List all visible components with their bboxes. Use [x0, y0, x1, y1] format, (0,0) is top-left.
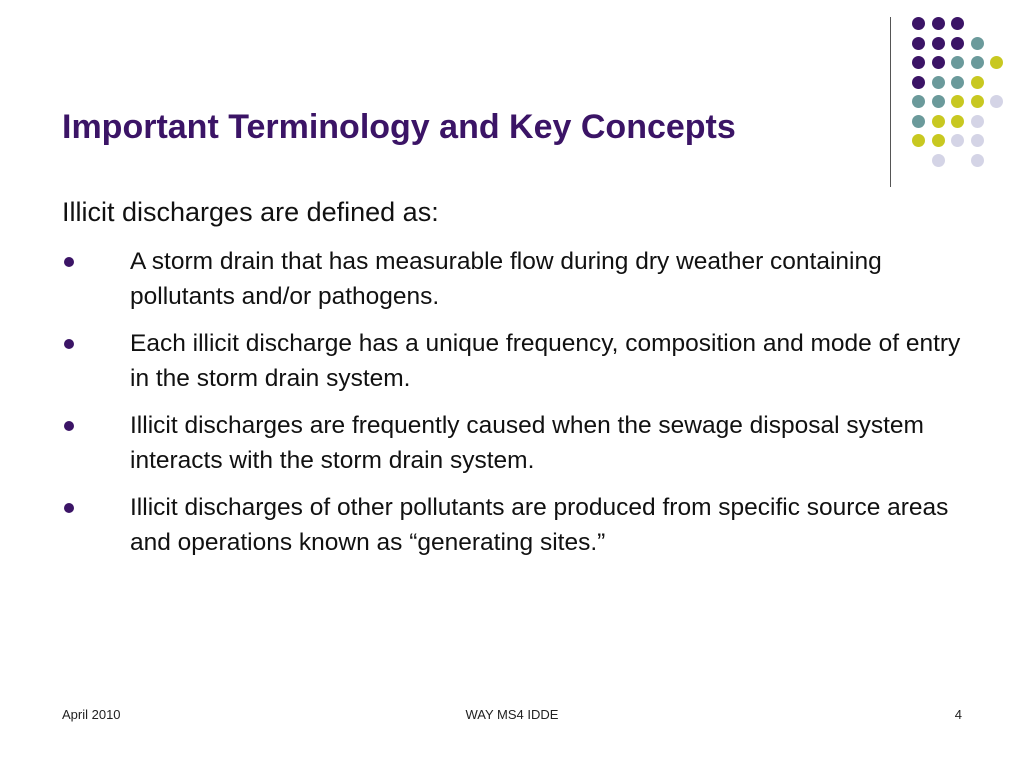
bullet-dot-icon — [64, 257, 74, 267]
decorative-dot — [932, 37, 945, 50]
footer-date: April 2010 — [62, 707, 121, 722]
bullet-item — [62, 490, 962, 560]
page-number: 4 — [954, 707, 962, 722]
bullet-item — [62, 244, 962, 314]
decorative-dot — [932, 56, 945, 69]
decorative-dot — [912, 56, 925, 69]
bullet-text: Illicit discharges of other pollutants are produced from specific source areas and operations known as “generating sites.” — [130, 494, 949, 556]
bullet-text: Illicit discharges are frequently caused when the sewage disposal system interacts with the storm drain system. — [130, 412, 924, 474]
decorative-dot — [932, 134, 945, 147]
decorative-dot — [912, 115, 925, 128]
bullet-text: A storm drain that has measurable flow during dry weather containing pollutants and/or pathogens. — [130, 248, 882, 310]
bullet-text: Each illicit discharge has a unique frequency, composition and mode of entry in the storm drain system. — [130, 330, 961, 392]
decorative-dot — [971, 76, 984, 89]
decorative-dot — [932, 76, 945, 89]
title-divider-line — [890, 17, 891, 187]
decorative-dot — [971, 95, 984, 108]
decorative-dot — [951, 37, 964, 50]
decorative-dot — [951, 115, 964, 128]
decorative-dot — [932, 154, 945, 167]
footer-title: WAY MS4 IDDE — [465, 707, 559, 722]
decorative-dot — [912, 37, 925, 50]
decorative-dot — [951, 95, 964, 108]
decorative-dot — [932, 115, 945, 128]
bullet-dot-icon — [64, 339, 74, 349]
bullet-dot-icon — [64, 421, 74, 431]
decorative-dot-grid — [0, 0, 1024, 200]
decorative-dot — [932, 95, 945, 108]
decorative-dot — [912, 76, 925, 89]
decorative-dot — [971, 115, 984, 128]
decorative-dot — [912, 134, 925, 147]
bullet-item — [62, 326, 962, 396]
decorative-dot — [932, 17, 945, 30]
decorative-dot — [912, 17, 925, 30]
decorative-dot — [951, 76, 964, 89]
bullet-item — [62, 408, 962, 478]
decorative-dot — [990, 56, 1003, 69]
decorative-dot — [951, 17, 964, 30]
decorative-dot — [951, 56, 964, 69]
decorative-dot — [971, 37, 984, 50]
decorative-dot — [971, 56, 984, 69]
decorative-dot — [971, 134, 984, 147]
decorative-dot — [971, 154, 984, 167]
decorative-dot — [912, 95, 925, 108]
decorative-dot — [990, 95, 1003, 108]
bullet-list — [62, 244, 962, 572]
bullet-dot-icon — [64, 503, 74, 513]
decorative-dot — [951, 134, 964, 147]
intro-text: Illicit discharges are defined as: — [62, 197, 439, 227]
slide-title: Important Terminology and Key Concepts — [62, 108, 736, 146]
